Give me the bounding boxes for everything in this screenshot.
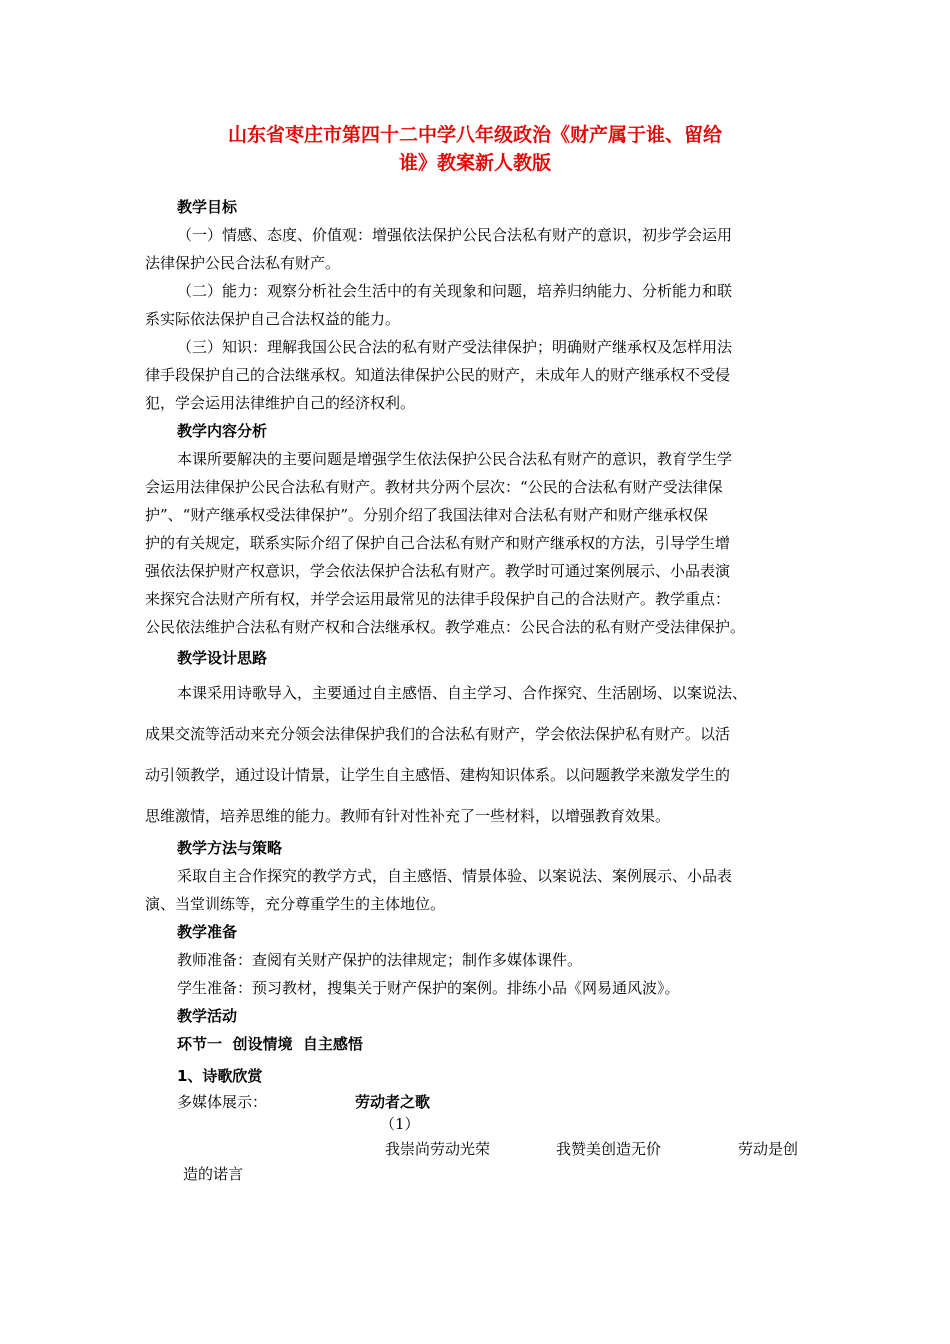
content-analysis-line: 公民依法维护合法私有财产权和合法继承权。教学难点：公民合法的私有财产受法律保护。 bbox=[145, 618, 746, 636]
objectives-heading: 教学目标 bbox=[177, 198, 238, 216]
preparation-heading: 教学准备 bbox=[177, 923, 238, 941]
objectives-line: 系实际依法保护自己合法权益的能力。 bbox=[145, 310, 401, 328]
objectives-line: （二）能力：观察分析社会生活中的有关现象和问题，培养归纳能力、分析能力和联 bbox=[177, 282, 733, 300]
content-analysis-line: 强依法保护财产权意识，学会依法保护合法私有财产。教学时可通过案例展示、小品表演 bbox=[145, 562, 731, 580]
content-analysis-line: 会运用法律保护公民合法私有财产。教材共分两个层次：“公民的合法私有财产受法律保 bbox=[145, 478, 723, 496]
student-preparation: 学生准备：预习教材，搜集关于财产保护的案例。排练小品《网易通风波》。 bbox=[177, 979, 680, 997]
design-heading: 教学设计思路 bbox=[177, 649, 268, 667]
activities-heading: 教学活动 bbox=[177, 1007, 238, 1025]
section-1-heading: 环节一 创设情境 自主感悟 bbox=[177, 1035, 363, 1053]
teacher-preparation: 教师准备：查阅有关财产保护的法律规定；制作多媒体课件。 bbox=[177, 951, 583, 969]
poem-verse: 我崇尚劳动光荣 bbox=[385, 1140, 491, 1158]
methods-heading: 教学方法与策略 bbox=[177, 839, 283, 857]
design-line: 本课采用诗歌导入，主要通过自主感悟、自主学习、合作探究、生活剧场、以案说法、 bbox=[177, 684, 748, 702]
methods-line: 演、当堂训练等，充分尊重学生的主体地位。 bbox=[145, 895, 446, 913]
content-analysis-line: 护”、“财产继承权受法律保护”。分别介绍了我国法律对合法私有财产和财产继承权保 bbox=[145, 506, 709, 524]
media-label: 多媒体展示： bbox=[177, 1093, 268, 1111]
document-title bbox=[145, 121, 805, 177]
objectives-line: （三）知识：理解我国公民合法的私有财产受法律保护；明确财产继承权及怎样用法 bbox=[177, 338, 733, 356]
content-analysis-line: 本课所要解决的主要问题是增强学生依法保护公民合法私有财产的意识，教育学生学 bbox=[177, 450, 733, 468]
content-analysis-line: 护的有关规定，联系实际介绍了保护自己合法私有财产和财产继承权的方法，引导学生增 bbox=[145, 534, 731, 552]
item-1-heading: 1、诗歌欣赏 bbox=[177, 1067, 263, 1085]
design-line: 思维激情，培养思维的能力。教师有针对性补充了一些材料，以增强教育效果。 bbox=[145, 807, 671, 825]
content-analysis-line: 来探究合法财产所有权，并学会运用最常见的法律手段保护自己的合法财产。教学重点： bbox=[145, 590, 731, 608]
poem-verse: 我赞美创造无价 bbox=[556, 1140, 662, 1158]
methods-line: 采取自主合作探究的教学方式，自主感悟、情景体验、以案说法、案例展示、小品表 bbox=[177, 867, 733, 885]
content-analysis-heading: 教学内容分析 bbox=[177, 422, 268, 440]
objectives-line: （一）情感、态度、价值观：增强依法保护公民合法私有财产的意识，初步学会运用 bbox=[177, 226, 733, 244]
poem-title: 劳动者之歌 bbox=[355, 1093, 431, 1111]
design-line: 动引领教学，通过设计情景，让学生自主感悟、建构知识体系。以问题教学来激发学生的 bbox=[145, 766, 731, 784]
design-line: 成果交流等活动来充分领会法律保护我们的合法私有财产，学会依法保护私有财产。以活 bbox=[145, 725, 731, 743]
title-line-2: 谁》教案新人教版 bbox=[398, 152, 551, 174]
poem-stanza-number: （1） bbox=[380, 1115, 420, 1133]
poem-verse: 造的诺言 bbox=[183, 1165, 244, 1183]
objectives-line: 法律保护公民合法私有财产。 bbox=[145, 254, 341, 272]
objectives-line: 律手段保护自己的合法继承权。知道法律保护公民的财产，未成年人的财产继承权不受侵 bbox=[145, 366, 731, 384]
poem-verse: 劳动是创 bbox=[738, 1140, 799, 1158]
objectives-line: 犯，学会运用法律维护自己的经济权利。 bbox=[145, 394, 416, 412]
title-line-1: 山东省枣庄市第四十二中学八年级政治《财产属于谁、留给 bbox=[227, 124, 722, 146]
